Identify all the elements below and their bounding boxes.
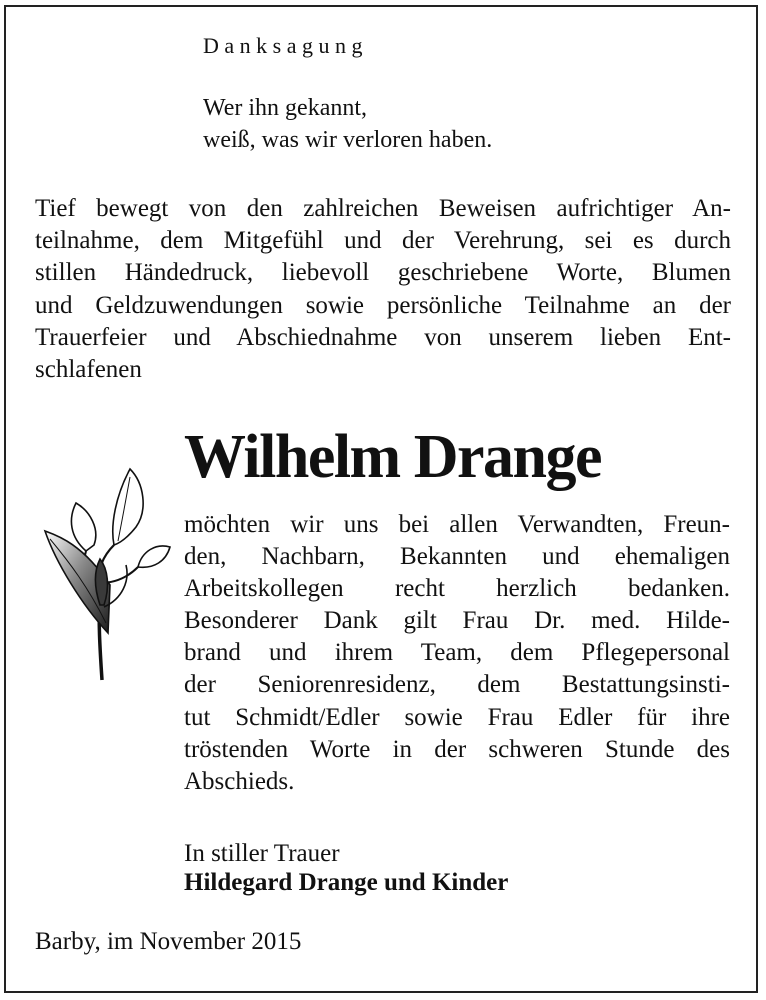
intro-line: schlafenen <box>35 355 142 383</box>
intro-line: Trauerfeier und Abschiednahme von unserem lieben Ent- <box>35 323 731 351</box>
thanks-line: Besonderer Dank gilt Frau Dr. med. Hilde- <box>184 607 730 635</box>
thanks-paragraph <box>184 509 730 798</box>
notice-heading: Danksagung <box>203 33 368 58</box>
intro-line: teilnahme, dem Mitgefühl und der Verehrung, sei es durch <box>35 227 731 255</box>
thanks-line: Arbeitskollegen recht herzlich bedanken. <box>184 575 730 603</box>
motto-line-2: weiß, was wir verloren haben. <box>203 127 493 153</box>
closing-phrase: In stiller Trauer <box>184 840 340 867</box>
intro-line: Tief bewegt von den zahlreichen Beweisen aufrichtiger An- <box>35 195 731 222</box>
motto-line-1: Wer ihn gekannt, <box>203 95 368 121</box>
calla-lily-icon <box>30 455 180 685</box>
intro-line: und Geldzuwendungen sowie persönliche Teilnahme an der <box>35 291 731 319</box>
signers: Hildegard Drange und Kinder <box>184 869 509 896</box>
thanks-line: der Seniorenresidenz, dem Bestattungsinsti- <box>184 671 730 699</box>
thanks-line: möchten wir uns bei allen Verwandten, Freun- <box>184 511 730 538</box>
deceased-name: Wilhelm Drange <box>184 423 601 491</box>
thanks-line: den, Nachbarn, Bekannten und ehemaligen <box>184 543 730 571</box>
thanks-line: brand und ihrem Team, dem Pflegepersonal <box>184 639 730 667</box>
place-date: Barby, im November 2015 <box>35 928 302 955</box>
intro-paragraph <box>35 193 731 386</box>
thanks-line: tröstenden Worte in der schweren Stunde des <box>184 735 730 763</box>
thanks-line: tut Schmidt/Edler sowie Frau Edler für ihre <box>184 703 730 731</box>
intro-line: stillen Händedruck, liebevoll geschriebene Worte, Blumen <box>35 259 731 287</box>
thanks-line: Abschieds. <box>184 767 295 795</box>
